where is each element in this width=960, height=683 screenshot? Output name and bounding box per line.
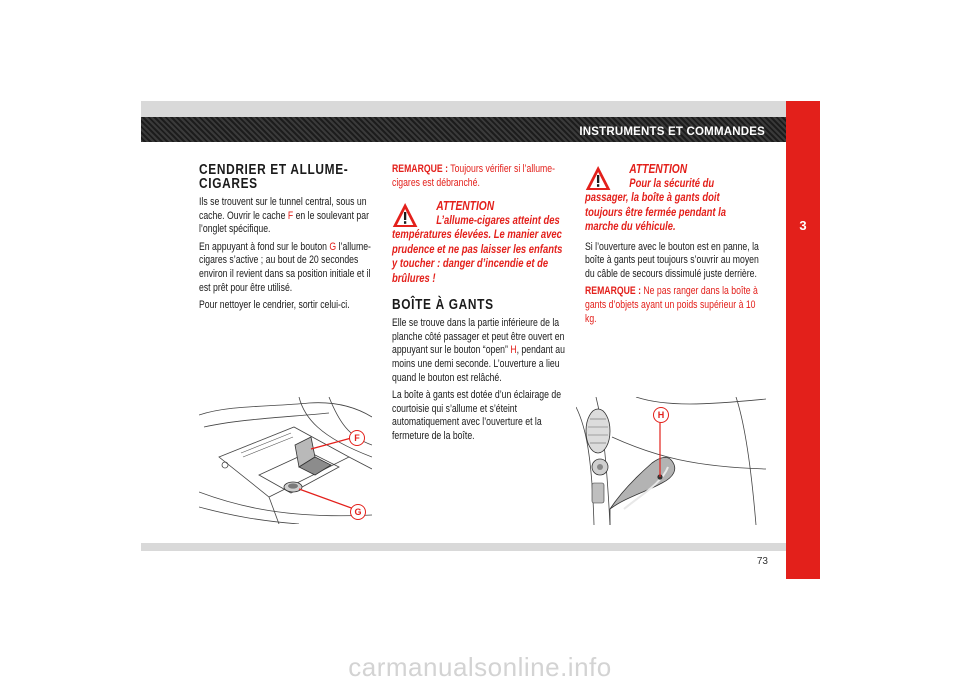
warning-lighter: ATTENTION L’allume-cigares atteint des températures élevées. Le manier avec prudence et ne pas laisser les enfants y toucher : danger d’incendie et de brûlures ! bbox=[392, 199, 563, 285]
column-ashtray bbox=[199, 163, 373, 317]
paragraph-glovebox-light: La boîte à gants est dotée d’un éclairage de courtoisie qui s’allume et s’éteint automatiquement avec l’ouverture et la fermeture de la boîte. bbox=[392, 389, 562, 443]
warning-triangle-icon bbox=[392, 202, 418, 228]
remark-weight: REMARQUE : Ne pas ranger dans la boîte à gants d’objets ayant un poids supérieur à 10 kg. bbox=[585, 285, 758, 325]
illustration-ashtray bbox=[199, 397, 372, 524]
callout-h: H bbox=[653, 407, 669, 423]
callout-g: G bbox=[350, 504, 366, 520]
paragraph-emergency-cable: Si l’ouverture avec le bouton est en panne, la boîte à gants peut toujours s’ouvrir au moyen du câble de secours dissimulé juste derrière. bbox=[585, 240, 759, 280]
heading-ashtray: CENDRIER ET ALLUME- CIGARES bbox=[199, 162, 349, 192]
remark-lighter: REMARQUE : Toujours vérifier si l’allume-cigares est débranché. bbox=[392, 163, 556, 189]
column-glovebox bbox=[392, 163, 566, 448]
paragraph-location: Ils se trouvent sur le tunnel central, sous un cache. Ouvrir le cache F en le soulevant par l’onglet spécifique. bbox=[199, 196, 369, 236]
paragraph-lighter: En appuyant à fond sur le bouton G l’allume-cigares s’active ; au bout de 20 secondes environ il revient dans sa position initiale et il est prêt pour être utilisé. bbox=[199, 240, 371, 294]
paragraph-glovebox-open: Elle se trouve dans la partie inférieure de la planche côté passager et peut être ouvert en appuyant sur le bouton “open” H, pendant au moins une demi seconde. L’ouverture a lieu quand le bouton est relâché. bbox=[392, 317, 565, 384]
chapter-tab bbox=[786, 101, 820, 579]
warning-triangle-icon bbox=[585, 165, 611, 191]
callout-f: F bbox=[349, 430, 365, 446]
column-safety bbox=[585, 163, 759, 330]
paragraph-cleaning: Pour nettoyer le cendrier, sortir celui-ci. bbox=[199, 299, 350, 312]
heading-glovebox: BOÎTE À GANTS bbox=[392, 297, 494, 314]
page-number: 73 bbox=[756, 556, 768, 567]
watermark: carmanualsonline.info bbox=[348, 652, 612, 682]
footer-band bbox=[141, 543, 786, 551]
ashtray-drawing bbox=[199, 397, 372, 524]
glovebox-drawing bbox=[576, 397, 766, 525]
warning-glovebox: ATTENTION Pour la sécurité du passager, la boîte à gants doit toujours être fermée pendant la marche du véhicule. bbox=[585, 162, 726, 234]
illustration-glovebox bbox=[576, 397, 766, 525]
chapter-number: 3 bbox=[799, 218, 807, 233]
section-title: INSTRUMENTS ET COMMANDES bbox=[579, 126, 765, 138]
